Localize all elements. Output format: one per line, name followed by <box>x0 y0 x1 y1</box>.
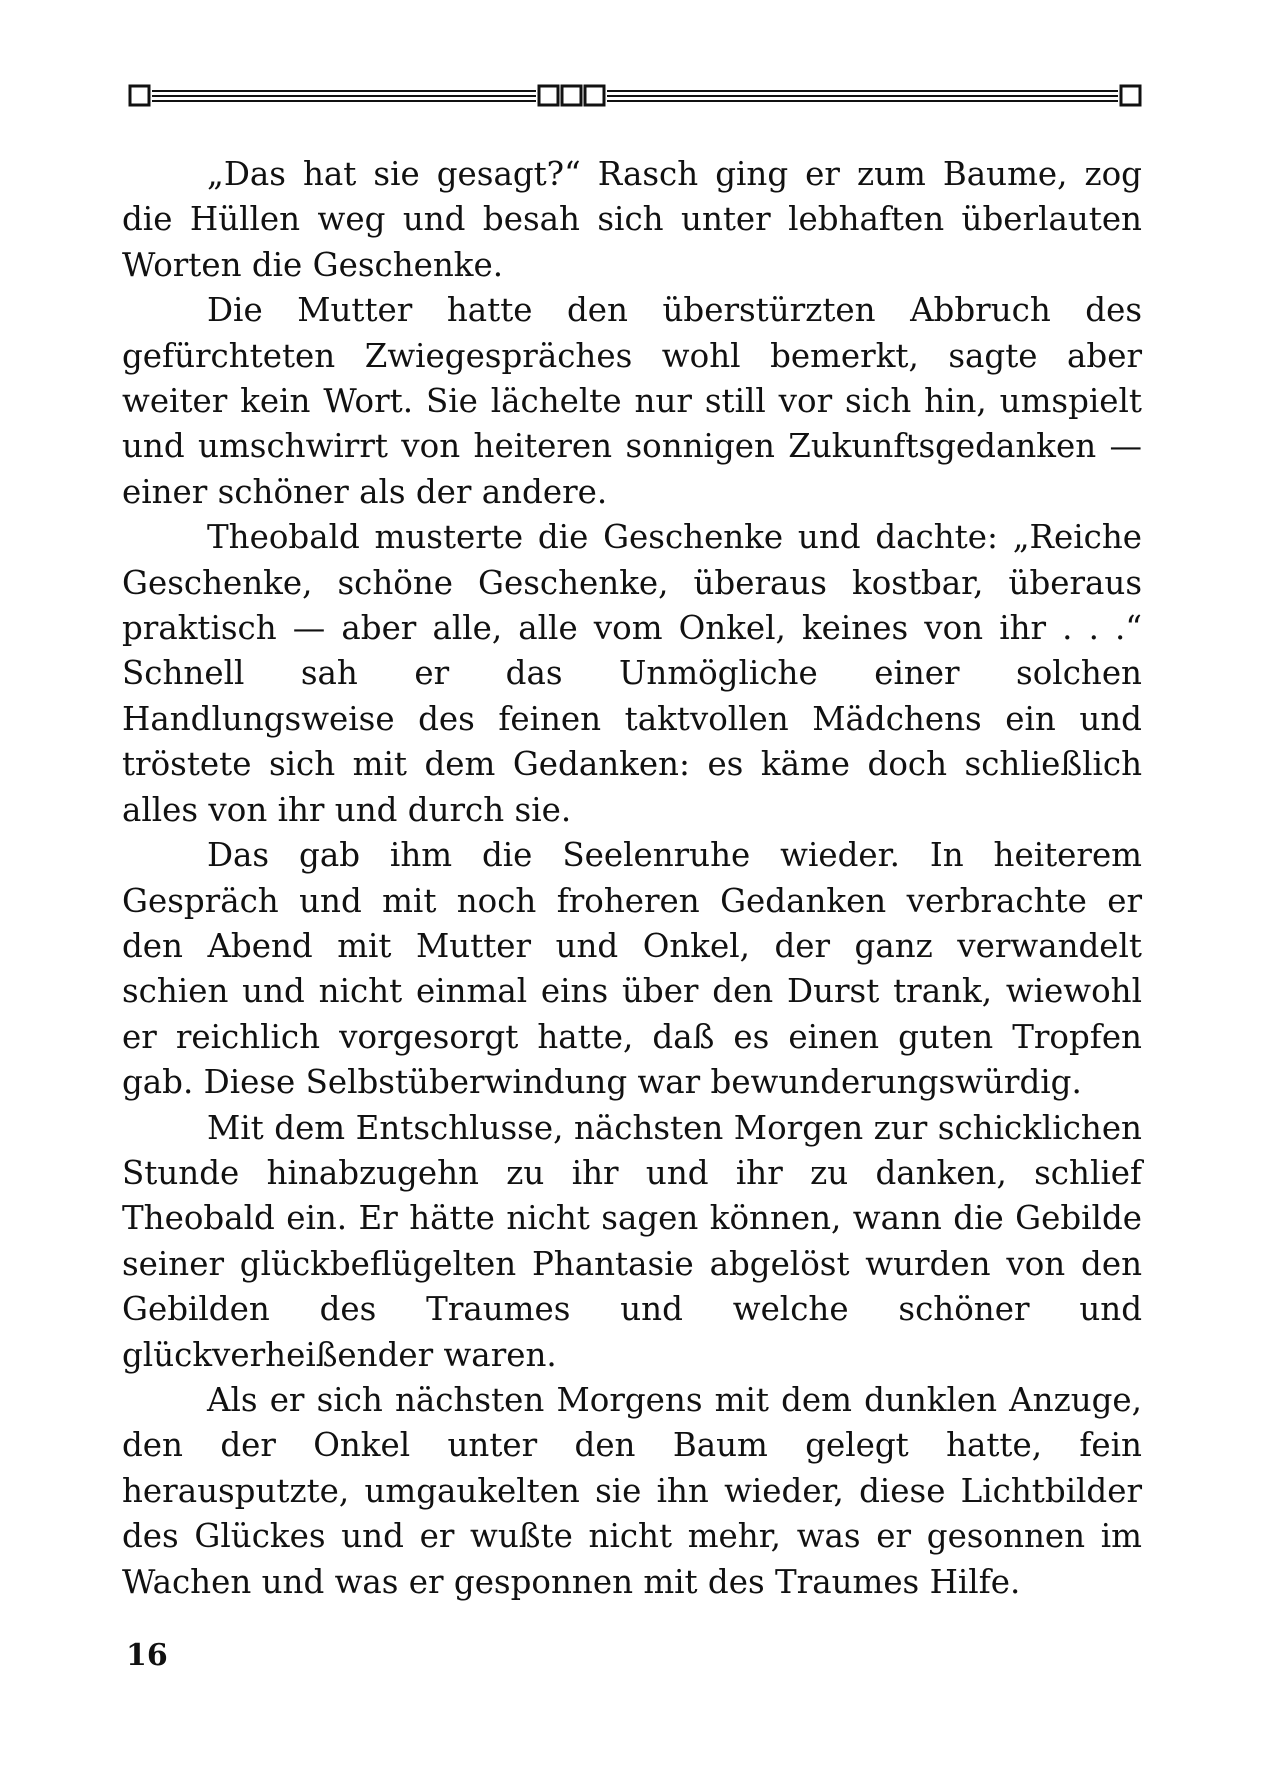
ornament-square-center-1 <box>539 86 558 105</box>
ornament-square-center-2 <box>562 86 581 105</box>
ornament-square-right <box>1121 86 1140 105</box>
paragraph: Theobald musterte die Geschenke und dachte: „Reiche Geschenke, schöne Geschenke, überaus kostbar, überaus praktisch — aber alle, alle vom Onkel, keines von ihr . . .“ Schnell sah er das Unmögliche einer solchen Handlungsweise des feinen taktvollen Mädchens ein und tröstete sich mit dem Gedanken: es käme doch schließlich alles von ihr und durch sie. <box>122 518 1142 829</box>
paragraph: Die Mutter hatte den überstürzten Abbruch des gefürchteten Zwiegespräches wohl bemerkt, sagte aber weiter kein Wort. Sie lächelte nur still vor sich hin, umspielt und umschwirrt von heiteren sonnigen Zukunftsgedanken — einer schöner als der andere. <box>122 291 1142 511</box>
ornament-square-center-3 <box>585 86 604 105</box>
header-ornament <box>128 80 1145 120</box>
paragraph: Das gab ihm die Seelenruhe wieder. In heiterem Gespräch und mit noch froheren Gedanken verbrachte er den Abend mit Mutter und Onkel, der ganz verwandelt schien und nicht einmal eins über den Durst trank, wiewohl er reichlich vorgesorgt hatte, daß es einen guten Tropfen gab. Diese Selbstüberwindung war bewunderungswürdig. <box>122 836 1142 1102</box>
paragraph: Als er sich nächsten Morgens mit dem dunklen Anzuge, den der Onkel unter den Baum gelegt hatte, fein herausputzte, umgaukelten sie ihn wieder, diese Lichtbilder des Glückes und er wußte nicht mehr, was er gesonnen im Wachen und was er gesponnen mit des Traumes Hilfe. <box>122 1380 1142 1601</box>
ornament-square-left <box>130 86 149 105</box>
paragraph: „Das hat sie gesagt?“ Rasch ging er zum Baume, zog die Hüllen weg und besah sich unter lebhaften überlauten Worten die Geschenke. <box>122 155 1142 284</box>
paragraph: Mit dem Entschlusse, nächsten Morgen zur schicklichen Stunde hinabzugehn zu ihr und ihr zu danken, schlief Theobald ein. Er hätte nicht sagen können, wann die Gebilde seiner glückbeflügelten Phantasie abgelöst wurden von den Gebilden des Traumes und welche schöner und glückverheißender waren. <box>122 1108 1142 1374</box>
body-text <box>122 152 1142 1605</box>
page-number: 16 <box>126 1638 168 1673</box>
